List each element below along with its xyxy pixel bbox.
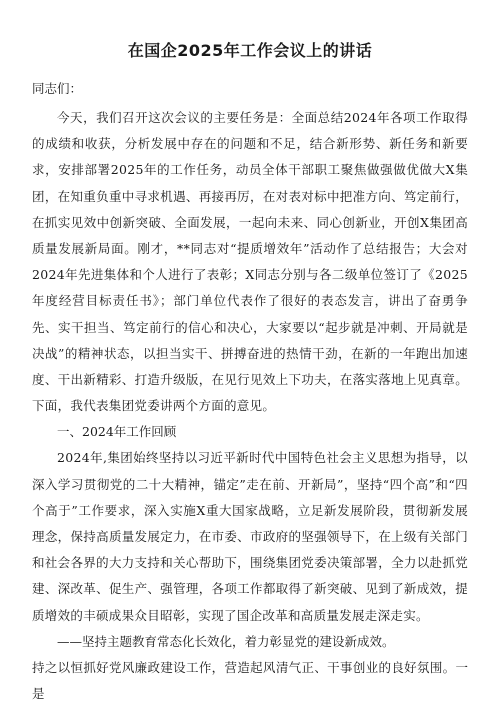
sub-heading: ——坚持主题教育常态化长效化，着力彰显党的建设新成效。 [57,633,395,649]
section-paragraph: 2024年,集团始终坚持以习近平新时代中国特色社会主义思想为指导，以深入学习贯彻党的二十大精神，锚定”走在前、开新局”，坚持“四个高”和“四个高于”工作要求，深入实施X重大国家战略，立足新发展阶段，贯彻新发展理念，保持高质量发展定力，在市委、市政府的坚强领导下，在上级有关部门和社会各界的大力支持和关心帮助下，围绕集团党委决策部署，全力以赴抓党建、深改革、促生产、强管理，各项工作都取得了新突破、见到了新成效，提质增效的丰硕成果众目昭彰，实现了国企改革和高质量发展走深走实。 [32,450,468,623]
salutation: 同志们： [32,81,83,96]
tail-line: 持之以恒抓好党风廉政建设工作，营造起风清气正、干事创业的良好氛围。一是 [32,659,468,701]
document-title: 在国企2025年工作会议上的讲话 [127,41,373,60]
opening-paragraph: 今天，我们召开这次会议的主要任务是：全面总结2024年各项工作取得的成绩和收获，分析发展中存在的问题和不足，结合新形势、新任务和新要求，安排部署2025年的工作任务，动员全体干部职工聚焦做强做优做大X集团，在知重负重中寻求机遇、再接再厉，在对表对标中把准方向、笃定前行，在抓实见效中创新突破、全面发展，一起向未来、同心创新业，开创X集团高质量发展新局面。刚才，**同志对“提质增效年”活动作了总结报告；大会对2024年先进集体和个人进行了表彰；X同志分别与各二级单位签订了《2025年度经营目标责任书》；部门单位代表作了很好的表态发言，讲出了奋勇争先、实干担当、笃定前行的信心和决心，大家要以“起步就是冲刺、开局就是决战”的精神状态，以担当实干、拼搏奋进的热情干劲，在新的一年跑出加速度、干出新精彩、打造升级版，在见行见效上下功夫，在落实落地上见真章。下面，我代表集团党委讲两个方面的意见。 [32,110,468,414]
section-heading: 一、2024年工作回顾 [57,424,177,440]
